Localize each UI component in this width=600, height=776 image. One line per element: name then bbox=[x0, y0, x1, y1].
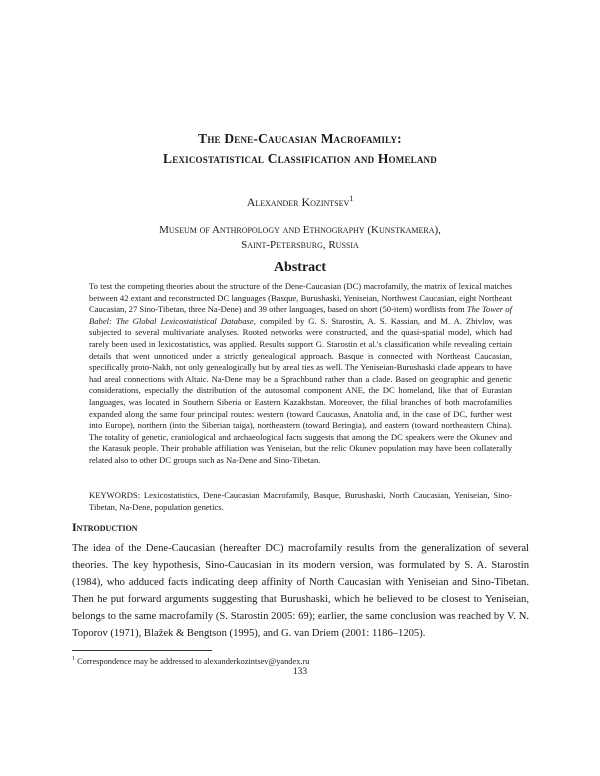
abstract-source-title: The Tower of Babel: The Global Lexicostatistical Database bbox=[89, 304, 512, 326]
abstract-body bbox=[89, 281, 512, 467]
affiliation-line-2: Saint-Petersburg, Russia bbox=[241, 239, 359, 251]
keywords-text: Lexicostatistics, Dene-Caucasian Macrofamily, Basque, Burushaski, North Caucasian, Yeniseian, Sino-Tibetan, Na-Dene, population genetics. bbox=[89, 490, 512, 512]
footnote-divider bbox=[72, 650, 212, 651]
title-line-1: The Dene-Caucasian Macrofamily: bbox=[198, 131, 402, 146]
author-name bbox=[60, 194, 540, 210]
abstract-text-part-1: To test the competing theories about the structure of the Dene-Caucasian (DC) macrofamily, the matrix of lexical matches between 42 extant and reconstructed DC languages (Basque, Burushaski, Yeniseian, Northwest Caucasian, eight Northeast Caucasian, 27 Sino-Tibetan, three Na-Dene) and 39 other languages, based on short (50-item) wordlists from bbox=[89, 281, 512, 315]
keywords bbox=[89, 490, 512, 513]
footnote-mark: 1 bbox=[72, 656, 75, 662]
footnote-text: Correspondence may be addressed to alexanderkozintsev@yandex.ru bbox=[75, 656, 310, 666]
author-footnote-mark: 1 bbox=[349, 194, 354, 203]
affiliation-line-1: Museum of Anthropology and Ethnography (Kunstkamera), bbox=[159, 224, 441, 236]
abstract-heading: Abstract bbox=[273, 260, 327, 275]
introduction-heading: Introduction bbox=[72, 520, 138, 534]
author-affiliation bbox=[60, 223, 540, 253]
title-line-2: Lexicostatistical Classification and Homeland bbox=[163, 151, 437, 166]
abstract-text-part-2: , compiled by G. S. Starostin, A. S. Kassian, and M. A. Zhivlov, was subjected to several multivariate analyses. Rooted networks were constructed, and the quasi-spatial model, which had rarely been used in lexicostatistics, was applied. Results support G. Starostin et al.'s classification while revealing certain details that went unnoticed under a strictly genealogical approach. Basque is connected with Northeast Caucasian, specifically proto-Nakh, not only genealogically but by areal ties as well. The Yeniseian-Burushaski clade appears to have had areal connections with Altaic. Na-Dene may be a Sprachbund rather than a clade. Based on geographic and genetic considerations, especially the distribution of the autosomal component ANE, the DC homeland, like that of Eurasian languages, was located in Southern Siberia or Eastern Kazakhstan. Moreover, the filial branches of both macrofamilies expanded along the same four principal routes: western (toward Caucasus, Anatolia and, in the case of DC, further west into Europe), northern (into the Siberian taiga), northeastern (toward Beringia), and eastern (toward northeastern China). The totality of genetic, craniological and archaeological facts suggests that among the DC speakers were the Okunev and the Karasuk people. Their probable affiliation was Yeniseian, but the relic Okunev population may have been collaterally related also to other DC groups such as Na-Dene and Sino-Tibetan. bbox=[89, 315, 512, 465]
introduction-paragraph: The idea of the Dene-Caucasian (hereafter DC) macrofamily results from the generalization of several theories. The key hypothesis, Sino-Caucasian in its modern version, was formulated by S. A. Starostin (1984), who adduced facts indicating deep affinity of North Caucasian with Yeniseian and Sino-Tibetan. Then he put forward arguments suggesting that Burushaski, which he believed to be closest to Yeniseian, belongs to the same macrofamily (S. Starostin 2005: 69); earlier, the same conclusion was reached by V. N. Toporov (1971), Blažek & Bengtson (1995), and G. van Driem (2001: 1186–1205). bbox=[72, 543, 529, 639]
page-number: 133 bbox=[292, 667, 308, 677]
footnote bbox=[72, 654, 529, 667]
paper-title bbox=[60, 129, 540, 169]
keywords-label: KEYWORDS: bbox=[89, 490, 141, 500]
author-name-text: Alexander Kozintsev bbox=[246, 195, 350, 209]
